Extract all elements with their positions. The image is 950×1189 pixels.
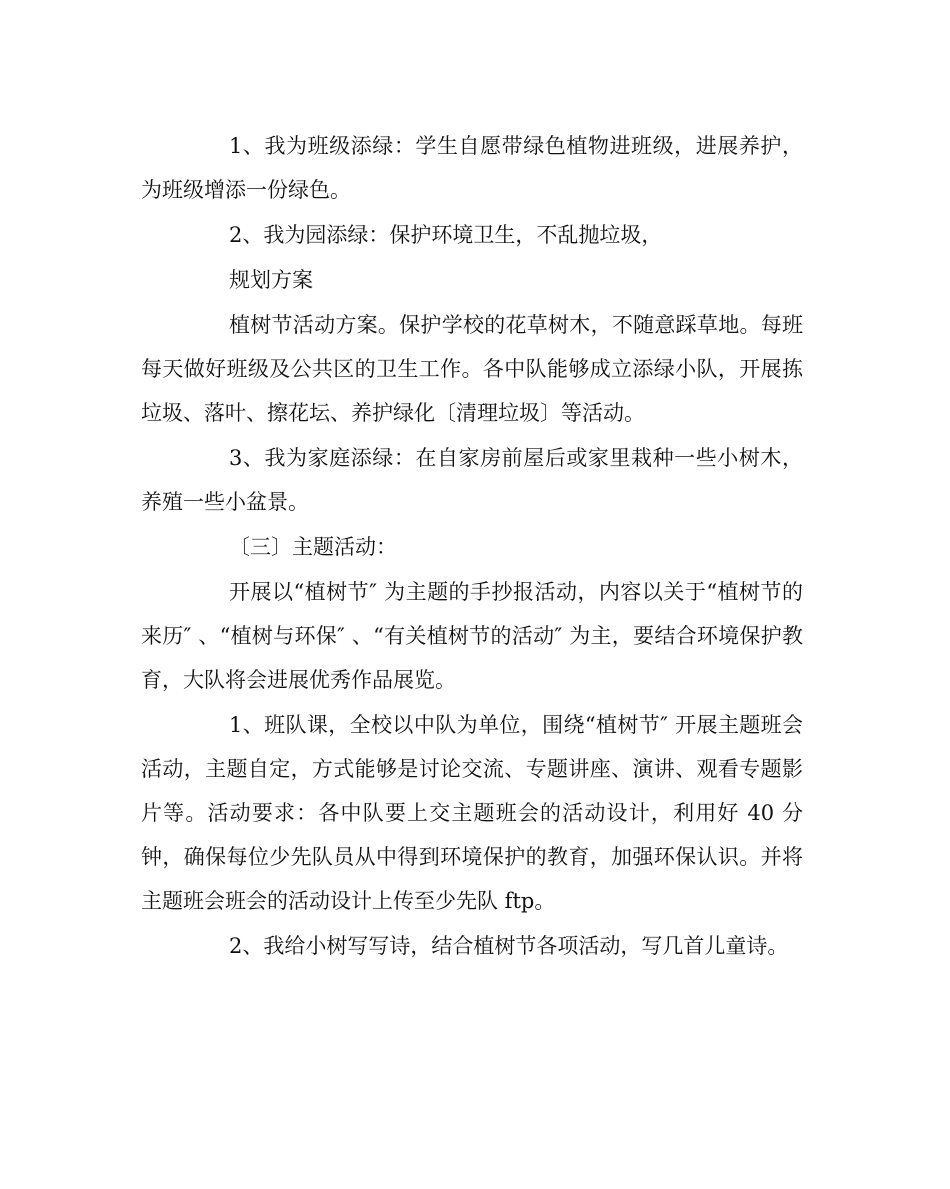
paragraph-poems: 2、我给小树写写诗，结合植树节各项活动，写几首儿童诗。 [229,934,789,958]
paragraph-campus-greening: 2、我为园添绿：保护环境卫生，不乱抛垃圾， [229,223,663,247]
paragraph-class-meeting: 1、班队课，全校以中队为单位，围绕“植树节″ 开展主题班会活动，主题自定，方式能够是讨论交流、专题讲座、演讲、观看专题影片等。活动要求：各中队要上交主题班会的活动设计，利用好 40 分钟，确保每位少先队员从中得到环境保护的教育，加强环保认识。并将主题班会班会的活动设计上传至少先队 ftp。 [141,713,803,913]
paragraph-plan-heading: 规划方案 [229,268,313,292]
paragraph-home-greening: 3、我为家庭添绿：在自家房前屋后或家里栽种一些小树木，养殖一些小盆景。 [141,446,803,514]
section-heading-theme-activities: 〔三〕主题活动： [229,535,397,559]
document-body [141,124,803,969]
paragraph-plan-body: 植树节活动方案。保护学校的花草树木，不随意踩草地。每班每天做好班级及公共区的卫生工作。各中队能够成立添绿小队，开展拣垃圾、落叶、擦花坛、养护绿化〔清理垃圾〕等活动。 [141,313,803,425]
paragraph-handwritten-newspaper: 开展以“植树节″ 为主题的手抄报活动，内容以关于“植树节的来历″ 、“植树与环保″ 、“有关植树节的活动″ 为主，要结合环境保护教育，大队将会进展优秀作品展览。 [141,580,803,692]
paragraph-class-greening: 1、我为班级添绿：学生自愿带绿色植物进班级，进展养护，为班级增添一份绿色。 [141,134,803,202]
